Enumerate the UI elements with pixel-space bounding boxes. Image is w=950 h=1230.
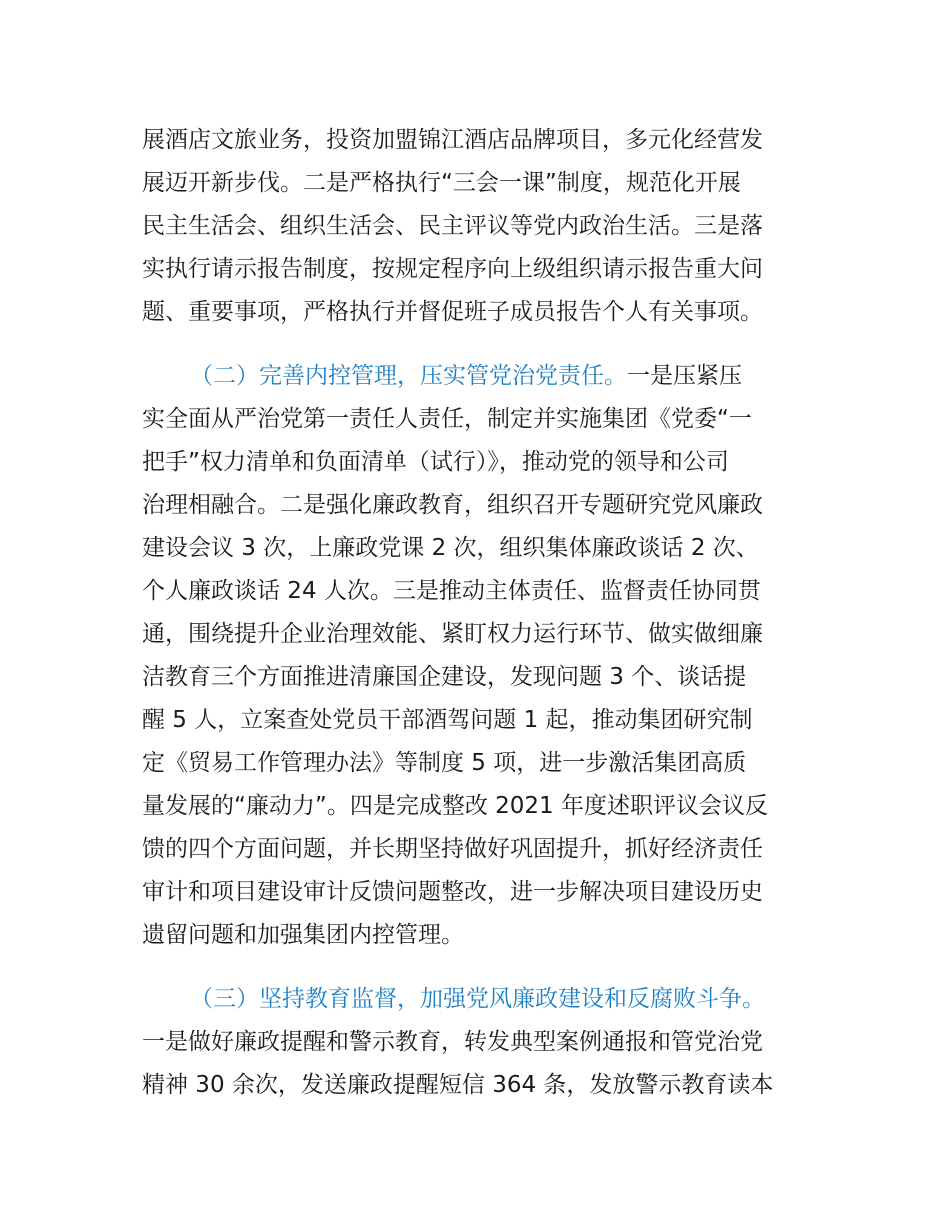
text-line: 治理相融合。二是强化廉政教育，组织召开专题研究党风廉政 [142, 492, 763, 518]
text-line: 精神 30 余次，发送廉政提醒短信 364 条，发放警示教育读本 [142, 1072, 774, 1098]
text-line: 民主生活会、组织生活会、民主评议等党内政治生活。三是落 [142, 213, 763, 239]
section-heading-2: （二）完善内控管理，压实管党治党责任。 [190, 363, 627, 389]
text-line: 个人廉政谈话 24 人次。三是推动主体责任、监督责任协同贯 [142, 578, 761, 604]
paragraph-first-line [190, 361, 742, 391]
text-line: 馈的四个方面问题，并长期坚持做好巩固提升，抓好经济责任 [142, 836, 763, 862]
text-line: 洁教育三个方面推进清廉国企建设，发现问题 3 个、谈话提 [142, 664, 747, 690]
text-line: 实执行请示报告制度，按规定程序向上级组织请示报告重大问 [142, 256, 763, 282]
paragraph-first-line [190, 984, 765, 1014]
text-line: 一是做好廉政提醒和警示教育，转发典型案例通报和管党治党 [142, 1029, 763, 1055]
text-line: 实全面从严治党第一责任人责任，制定并实施集团《党委“一 [142, 406, 752, 432]
section-heading-3: （三）坚持教育监督，加强党风廉政建设和反腐败斗争。 [190, 986, 765, 1012]
text-line: 把手”权力清单和负面清单（试行）》，推动党的领导和公司 [142, 449, 729, 475]
text-line: 展酒店文旅业务，投资加盟锦江酒店品牌项目，多元化经营发 [142, 127, 763, 153]
text-line: 遗留问题和加强集团内控管理。 [142, 922, 464, 948]
text-line: 通，围绕提升企业治理效能、紧盯权力运行环节、做实做细廉 [142, 621, 763, 647]
text-line: 定《贸易工作管理办法》等制度 5 项，进一步激活集团高质 [142, 750, 747, 776]
text-line: 题、重要事项，严格执行并督促班子成员报告个人有关事项。 [142, 299, 763, 325]
text-line: 量发展的“廉动力”。四是完成整改 2021 年度述职评议会议反 [142, 793, 768, 819]
text-line: 建设会议 3 次，上廉政党课 2 次，组织集体廉政谈话 2 次、 [142, 535, 759, 561]
text-run: 一是压紧压 [627, 363, 742, 389]
text-line: 醒 5 人，立案查处党员干部酒驾问题 1 起，推动集团研究制 [142, 707, 753, 733]
text-line: 展迈开新步伐。二是严格执行“三会一课”制度，规范化开展 [142, 170, 741, 196]
text-line: 审计和项目建设审计反馈问题整改，进一步解决项目建设历史 [142, 879, 763, 905]
